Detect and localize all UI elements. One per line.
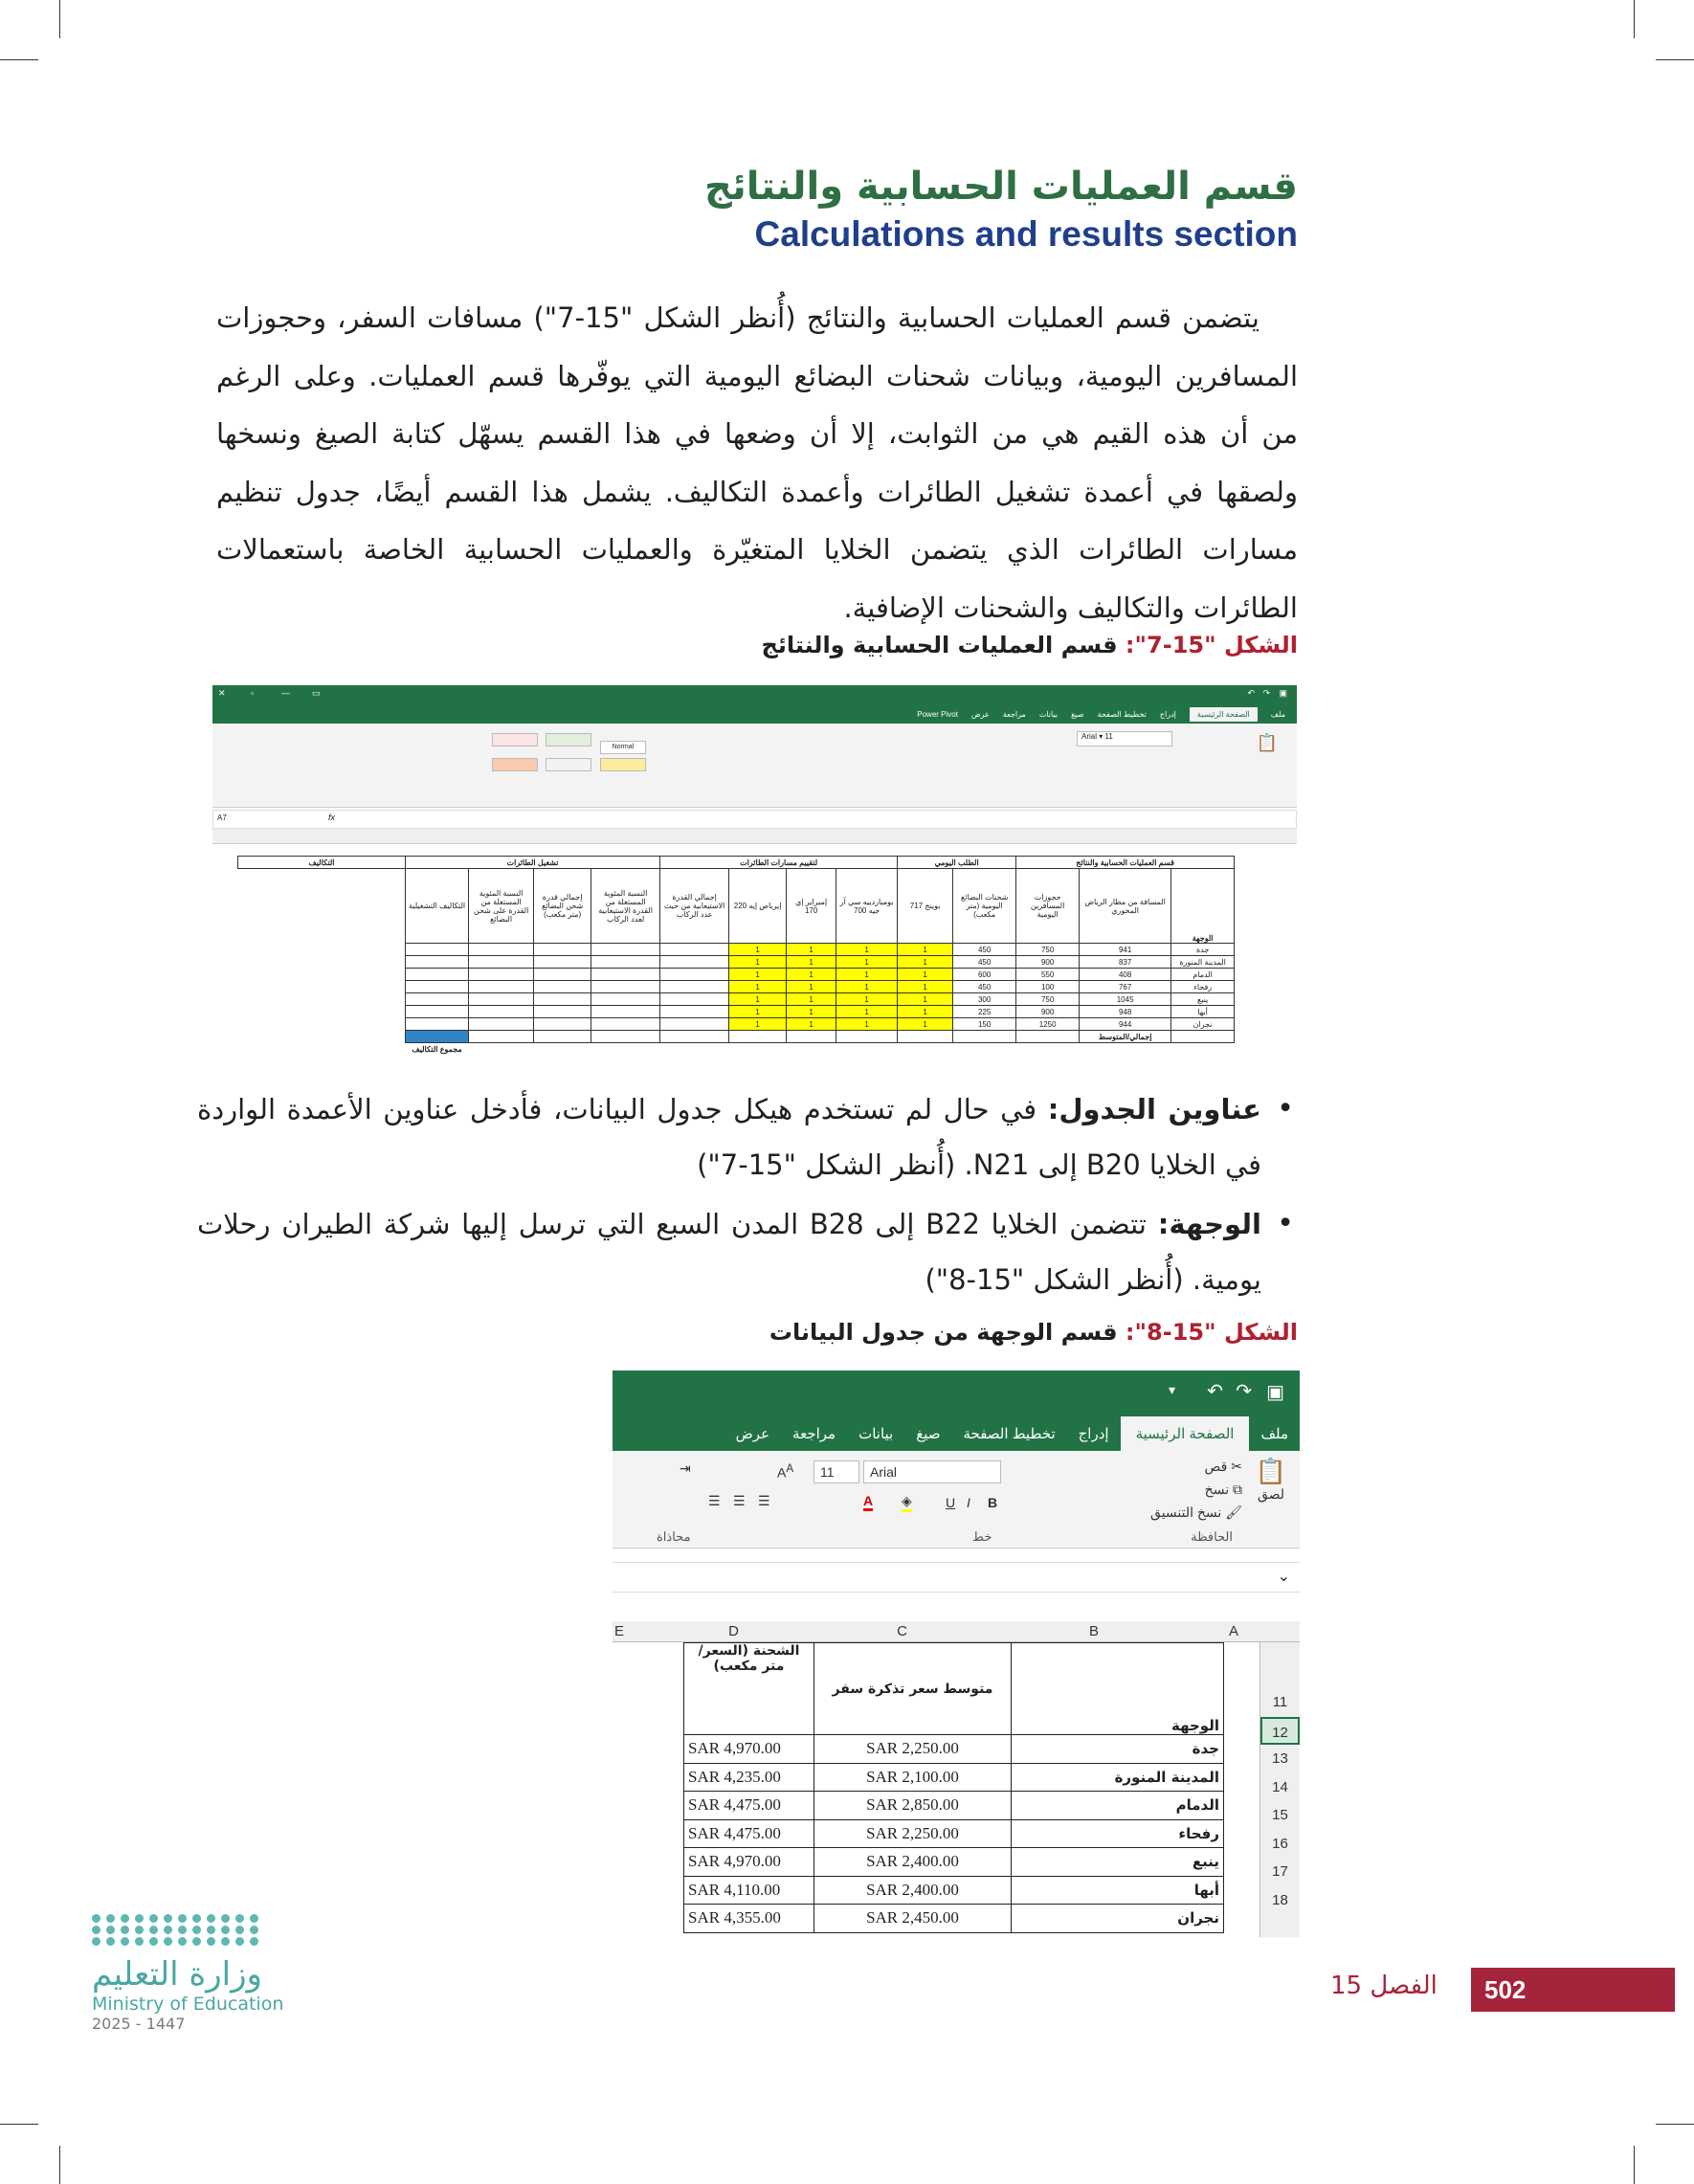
ministry-name-arabic: وزارة التعليم bbox=[92, 1955, 262, 1994]
figure-2-title: قسم الوجهة من جدول البيانات bbox=[769, 1319, 1118, 1346]
fill-color-icon[interactable]: ◈ bbox=[902, 1493, 912, 1512]
excel-title-bar bbox=[212, 685, 1297, 704]
figure-2-excel-screenshot bbox=[613, 1371, 1300, 1937]
group-header: الطلب اليومي bbox=[898, 857, 1016, 869]
destination-table bbox=[683, 1642, 1224, 1933]
cargo-price-cell[interactable]: SAR 4,110.00 bbox=[684, 1876, 814, 1905]
avg-fare-cell[interactable]: SAR 2,100.00 bbox=[814, 1763, 1012, 1792]
table-row bbox=[684, 1876, 1224, 1905]
crop-mark bbox=[1656, 59, 1694, 60]
cargo-price-cell[interactable]: SAR 4,475.00 bbox=[684, 1819, 814, 1848]
tab-page-layout[interactable]: تخطيط الصفحة bbox=[963, 1426, 1056, 1442]
cargo-cell: 450 bbox=[953, 944, 1016, 956]
style-swatch-neutral[interactable] bbox=[600, 758, 646, 771]
tab-review[interactable]: مراجعة bbox=[1002, 709, 1026, 719]
row-number: 16 bbox=[1272, 1835, 1288, 1852]
worksheet-grid bbox=[613, 1642, 1300, 1937]
redo-icon[interactable]: ↷ bbox=[1236, 1381, 1252, 1402]
column-e-header: E bbox=[614, 1623, 625, 1639]
ministry-dots-icon bbox=[92, 1914, 312, 1946]
ribbon-home bbox=[613, 1451, 1300, 1527]
col-header: إمبراير إي 170 bbox=[787, 869, 836, 944]
align-center-icon[interactable]: ☰ bbox=[733, 1493, 746, 1508]
bullet-list bbox=[197, 1081, 1298, 1311]
pax-cell: 750 bbox=[1016, 993, 1080, 1006]
row-number: 17 bbox=[1272, 1863, 1288, 1880]
figure-1-caption bbox=[762, 632, 1298, 658]
table-row bbox=[238, 1006, 1235, 1018]
save-icon[interactable]: ▣ bbox=[1266, 1382, 1284, 1403]
row-number: 11 bbox=[1272, 1694, 1288, 1710]
pax-cell: 550 bbox=[1016, 969, 1080, 981]
var-cell[interactable]: 1 bbox=[787, 944, 836, 956]
table-row bbox=[684, 1763, 1224, 1792]
tab-file[interactable]: ملف bbox=[1270, 709, 1285, 719]
chapter-label: الفصل 15 bbox=[1330, 1972, 1438, 2000]
font-size: 11 bbox=[820, 1464, 835, 1480]
city-cell: ينبع bbox=[1171, 993, 1235, 1006]
copy-button[interactable] bbox=[1205, 1482, 1242, 1498]
col-header: المسافة من مطار الرياض المحوري bbox=[1080, 869, 1171, 944]
tab-view[interactable]: عرض bbox=[970, 709, 990, 719]
avg-fare-cell[interactable]: SAR 2,450.00 bbox=[814, 1905, 1012, 1933]
destination-header: الوجهة bbox=[1012, 1643, 1224, 1735]
cut-button[interactable] bbox=[1205, 1459, 1242, 1475]
tab-data[interactable]: بيانات bbox=[1038, 709, 1059, 719]
destination-cell[interactable]: المدينة المنورة bbox=[1012, 1763, 1224, 1792]
tab-data[interactable]: بيانات bbox=[858, 1426, 894, 1442]
section-title-arabic: قسم العمليات الحسابية والنتائج bbox=[703, 165, 1298, 209]
header-row bbox=[684, 1643, 1224, 1735]
undo-icon[interactable]: ↶ bbox=[1207, 1381, 1223, 1402]
var-cell[interactable]: 1 bbox=[836, 1006, 898, 1018]
tab-insert[interactable]: إدراج bbox=[1159, 709, 1176, 719]
var-cell[interactable]: 1 bbox=[787, 1006, 836, 1018]
table-row bbox=[238, 981, 1235, 993]
var-cell[interactable]: 1 bbox=[787, 993, 836, 1006]
destination-cell[interactable]: الدمام bbox=[1012, 1792, 1224, 1820]
pax-cell: 900 bbox=[1016, 1006, 1080, 1018]
pax-cell: 100 bbox=[1016, 981, 1080, 993]
destination-cell[interactable]: رفحاء bbox=[1012, 1819, 1224, 1848]
formula-bar[interactable] bbox=[613, 1562, 1300, 1593]
table-row bbox=[238, 944, 1235, 956]
ribbon-tabs bbox=[212, 704, 1297, 724]
page-number: 502 bbox=[1471, 1968, 1675, 2012]
name-box[interactable]: A7 bbox=[217, 813, 227, 822]
table-row bbox=[684, 1848, 1224, 1877]
var-cell[interactable]: 1 bbox=[729, 944, 787, 956]
column-header-row bbox=[212, 829, 1297, 844]
format-painter-label: نسخ التنسيق bbox=[1150, 1504, 1222, 1520]
var-cell[interactable]: 1 bbox=[729, 1006, 787, 1018]
table-row bbox=[238, 956, 1235, 969]
copy-icon: ⧉ bbox=[1233, 1482, 1242, 1497]
style-swatch-good[interactable] bbox=[546, 733, 591, 747]
distance-cell: 941 bbox=[1080, 944, 1171, 956]
bullet-item bbox=[197, 1196, 1298, 1307]
avg-fare-cell[interactable]: SAR 2,400.00 bbox=[814, 1876, 1012, 1905]
figure-1-title: قسم العمليات الحسابية والنتائج bbox=[761, 632, 1118, 658]
avg-fare-header: متوسط سعر تذكرة سفر bbox=[814, 1643, 1012, 1735]
close-icon[interactable]: ✕ bbox=[218, 688, 226, 698]
group-header: قسم العمليات الحسابية والنتائج bbox=[1016, 857, 1235, 869]
paste-icon[interactable]: 📋 bbox=[1256, 733, 1278, 752]
row-number: 18 bbox=[1272, 1891, 1288, 1908]
col-header: إجمالي القدرة الاستيعابية من حيث عدد الركاب bbox=[660, 869, 729, 944]
city-cell: رفحاء bbox=[1171, 981, 1235, 993]
font-name-select[interactable] bbox=[863, 1460, 1001, 1483]
column-a-header: A bbox=[1228, 1623, 1238, 1639]
city-cell: جدة bbox=[1171, 944, 1235, 956]
var-cell[interactable]: 1 bbox=[898, 969, 953, 981]
intro-paragraph-text: يتضمن قسم العمليات الحسابية والنتائج (أُنظر الشكل "15-7") مسافات السفر، وحجوزات المسافرين اليومية، وبيانات شحنات البضائع اليومية التي يوفّرها قسم العمليات. وعلى الرغم من أن هذه القيم هي من الثوابت، إلا أن وضعها في هذا القسم يسهّل كتابة الصيغ ونسخها ولصقها في أعمدة تشغيل الطائرات وأعمدة التكاليف. يشمل هذا القسم أيضًا، جدول تنظيم مسارات الطائرات الذي يتضمن الخلايا المتغيّرة والعمليات الحسابية الخاصة باستعمالات الطائرات والتكاليف والشحنات الإضافية. bbox=[216, 301, 1298, 624]
ribbon-group-labels bbox=[613, 1527, 1300, 1549]
cargo-price-header: الشحنة (السعر/متر مكعب) bbox=[684, 1643, 814, 1735]
column-b-header: B bbox=[1088, 1623, 1099, 1639]
tab-file[interactable]: ملف bbox=[1260, 1426, 1288, 1442]
var-cell[interactable]: 1 bbox=[787, 956, 836, 969]
font-color-icon[interactable]: A bbox=[863, 1493, 873, 1511]
column-c-header: C bbox=[897, 1623, 907, 1639]
group-header: تشغيل الطائرات bbox=[406, 857, 660, 869]
scissors-icon: ✂ bbox=[1231, 1459, 1242, 1474]
ribbon-tabs bbox=[613, 1415, 1300, 1451]
section-title-english: Calculations and results section bbox=[754, 214, 1298, 254]
undo-icon[interactable]: ↶ bbox=[1247, 688, 1255, 698]
intro-paragraph bbox=[216, 289, 1298, 636]
worksheet-grid bbox=[212, 844, 1297, 1054]
cargo-cell: 450 bbox=[953, 956, 1016, 969]
row-number: 12 bbox=[1260, 1717, 1300, 1746]
align-left-icon[interactable]: ☰ bbox=[708, 1493, 721, 1508]
ministry-logo bbox=[92, 1914, 312, 2033]
table-row bbox=[684, 1905, 1224, 1933]
cargo-cell: 150 bbox=[953, 1018, 1016, 1031]
var-cell[interactable]: 1 bbox=[898, 956, 953, 969]
distance-cell: 944 bbox=[1080, 1018, 1171, 1031]
group-header: لتقييم مسارات الطائرات bbox=[660, 857, 898, 869]
col-header: بومباردييه سي آر جيه 700 bbox=[836, 869, 898, 944]
edition-year: 2025 - 1447 bbox=[92, 2015, 186, 2033]
font-group-label: خط bbox=[972, 1529, 992, 1544]
align-right-icon[interactable]: ☰ bbox=[758, 1493, 770, 1508]
figure-2-caption bbox=[769, 1319, 1298, 1346]
distance-cell: 767 bbox=[1080, 981, 1171, 993]
font-size-select[interactable] bbox=[814, 1460, 859, 1483]
cargo-cell: 300 bbox=[953, 993, 1016, 1006]
var-cell[interactable]: 1 bbox=[729, 1018, 787, 1031]
cargo-price-cell[interactable]: SAR 4,970.00 bbox=[684, 1735, 814, 1764]
underline-button[interactable]: U bbox=[946, 1495, 956, 1510]
var-cell[interactable]: 1 bbox=[729, 981, 787, 993]
style-swatch-input[interactable] bbox=[546, 758, 591, 771]
cut-label: قص bbox=[1204, 1459, 1228, 1474]
tab-insert[interactable]: إدراج bbox=[1078, 1426, 1109, 1442]
copy-label: نسخ bbox=[1204, 1482, 1230, 1497]
var-cell[interactable]: 1 bbox=[729, 993, 787, 1006]
font-name-select[interactable]: Arial ▾ 11 bbox=[1077, 731, 1172, 747]
var-cell[interactable]: 1 bbox=[898, 1018, 953, 1031]
alignment-group-label: محاذاة bbox=[657, 1529, 691, 1544]
pax-cell: 1250 bbox=[1016, 1018, 1080, 1031]
bullet-term: عناوين الجدول: bbox=[1047, 1093, 1261, 1125]
crop-mark bbox=[59, 2146, 60, 2184]
destination-cell[interactable]: أبها bbox=[1012, 1876, 1224, 1905]
style-swatch-calc[interactable] bbox=[492, 758, 538, 771]
calc-results-table bbox=[237, 856, 1235, 1056]
var-cell[interactable]: 1 bbox=[898, 981, 953, 993]
var-cell[interactable]: 1 bbox=[729, 969, 787, 981]
col-header: التكاليف التشغيلية bbox=[406, 869, 469, 944]
row-number: 15 bbox=[1272, 1807, 1288, 1823]
crop-mark bbox=[1634, 2146, 1635, 2184]
total-label: إجمالي/المتوسط bbox=[1080, 1031, 1171, 1043]
ministry-name-english: Ministry of Education bbox=[92, 1994, 284, 2015]
bullet-text: في حال لم تستخدم هيكل جدول البيانات، فأدخل عناوين الأعمدة الواردة في الخلايا B20 إلى N21. (أُنظر الشكل "15-7") bbox=[197, 1093, 1261, 1181]
tab-home[interactable]: الصفحة الرئيسية bbox=[1190, 707, 1258, 722]
style-gallery[interactable] bbox=[490, 731, 648, 778]
var-cell[interactable]: 1 bbox=[898, 993, 953, 1006]
redo-icon[interactable]: ↷ bbox=[1262, 688, 1270, 698]
group-header: التكاليف bbox=[238, 857, 406, 869]
var-cell[interactable]: 1 bbox=[729, 956, 787, 969]
var-cell[interactable]: 1 bbox=[836, 944, 898, 956]
font-name: Arial bbox=[870, 1464, 898, 1480]
ribbon-display-icon[interactable]: ▭ bbox=[312, 688, 321, 698]
pax-cell: 750 bbox=[1016, 944, 1080, 956]
pax-cell: 900 bbox=[1016, 956, 1080, 969]
avg-fare-cell[interactable]: SAR 2,850.00 bbox=[814, 1792, 1012, 1820]
brush-icon: 🖌 bbox=[1225, 1504, 1242, 1520]
quick-access-toolbar bbox=[613, 1371, 1300, 1415]
figure-1-number: الشكل "15-7": bbox=[1125, 632, 1298, 658]
row-number: 13 bbox=[1272, 1750, 1288, 1767]
minimize-icon[interactable]: — bbox=[281, 688, 290, 698]
cargo-price-cell[interactable]: SAR 4,235.00 bbox=[684, 1763, 814, 1792]
function-icon[interactable]: fx bbox=[328, 813, 336, 822]
cargo-cell: 600 bbox=[953, 969, 1016, 981]
save-icon[interactable]: ▣ bbox=[1279, 688, 1287, 698]
var-cell[interactable]: 1 bbox=[787, 969, 836, 981]
tab-view[interactable]: عرض bbox=[735, 1426, 770, 1442]
col-header: إيرباص إيه 220 bbox=[729, 869, 787, 944]
column-header-row bbox=[613, 1621, 1300, 1642]
table-row bbox=[684, 1735, 1224, 1764]
city-cell: نجران bbox=[1171, 1018, 1235, 1031]
row-number: 14 bbox=[1272, 1778, 1288, 1795]
var-cell[interactable]: 1 bbox=[898, 944, 953, 956]
tab-formulas[interactable]: صيغ bbox=[916, 1426, 941, 1442]
var-cell[interactable]: 1 bbox=[836, 1018, 898, 1031]
distance-cell: 837 bbox=[1080, 956, 1171, 969]
dest-header: الوجهة bbox=[1171, 869, 1235, 944]
expand-formula-icon[interactable]: ⌄ bbox=[1277, 1569, 1290, 1585]
table-row bbox=[684, 1792, 1224, 1820]
tab-review[interactable]: مراجعة bbox=[792, 1426, 836, 1442]
style-swatch-normal[interactable]: Normal bbox=[600, 741, 646, 754]
city-cell: المدينة المنورة bbox=[1171, 956, 1235, 969]
italic-button[interactable]: I bbox=[967, 1495, 970, 1510]
clipboard-group-label: الحافظة bbox=[1191, 1529, 1233, 1544]
avg-fare-cell[interactable]: SAR 2,400.00 bbox=[814, 1848, 1012, 1877]
paste-label: لصق bbox=[1257, 1486, 1285, 1502]
bullet-text: تتضمن الخلايا B22 إلى B28 المدن السبع التي ترسل إليها شركة الطيران رحلات يومية. (أُنظر الشكل "15-8") bbox=[197, 1208, 1261, 1296]
var-cell[interactable]: 1 bbox=[836, 956, 898, 969]
bullet-item bbox=[197, 1081, 1298, 1192]
table-row bbox=[238, 969, 1235, 981]
destination-cell[interactable]: جدة bbox=[1012, 1735, 1224, 1764]
col-header: النسبة المئوية المستغلة من القدرة الاستيعابية لعدد الركاب bbox=[591, 869, 660, 944]
formula-bar[interactable] bbox=[212, 810, 1297, 829]
var-cell[interactable]: 1 bbox=[787, 981, 836, 993]
tab-power-pivot[interactable]: Power Pivot bbox=[917, 709, 958, 719]
table-row bbox=[238, 1018, 1235, 1031]
tab-home[interactable]: الصفحة الرئيسية bbox=[1121, 1416, 1250, 1451]
row-number-column bbox=[1259, 1642, 1300, 1937]
paste-icon: 📋 bbox=[1255, 1457, 1287, 1485]
table-row bbox=[238, 993, 1235, 1006]
cargo-price-cell[interactable]: SAR 4,355.00 bbox=[684, 1905, 814, 1933]
bold-button[interactable]: B bbox=[988, 1495, 998, 1510]
var-cell[interactable]: 1 bbox=[836, 969, 898, 981]
col-header: بوينج 717 bbox=[898, 869, 953, 944]
format-painter-button[interactable] bbox=[1150, 1504, 1242, 1521]
figure-1-excel-screenshot bbox=[212, 685, 1297, 1054]
tab-formulas[interactable]: صيغ bbox=[1071, 709, 1084, 719]
crop-mark bbox=[1634, 0, 1635, 38]
crop-mark bbox=[59, 0, 60, 38]
distance-cell: 1045 bbox=[1080, 993, 1171, 1006]
crop-mark bbox=[1656, 2124, 1694, 2125]
restore-icon[interactable]: ▫ bbox=[251, 688, 255, 698]
ribbon bbox=[212, 724, 1297, 808]
cargo-cell: 450 bbox=[953, 981, 1016, 993]
avg-fare-cell[interactable]: SAR 2,250.00 bbox=[814, 1735, 1012, 1764]
total-cost-label: مجموع التكاليف bbox=[412, 1044, 462, 1054]
avg-fare-cell[interactable]: SAR 2,250.00 bbox=[814, 1819, 1012, 1848]
destination-cell[interactable]: ينبع bbox=[1012, 1848, 1224, 1877]
var-cell[interactable]: 1 bbox=[898, 1006, 953, 1018]
var-cell[interactable]: 1 bbox=[836, 993, 898, 1006]
paste-button[interactable] bbox=[1252, 1457, 1290, 1503]
table-row bbox=[684, 1819, 1224, 1848]
col-header: حجوزات المسافرين اليومية bbox=[1016, 869, 1080, 944]
crop-mark bbox=[0, 2124, 38, 2125]
var-cell[interactable]: 1 bbox=[836, 981, 898, 993]
tab-page-layout[interactable]: تخطيط الصفحة bbox=[1097, 709, 1147, 719]
bullet-term: الوجهة: bbox=[1157, 1208, 1261, 1240]
col-header: إجمالي قدرة شحن البضائع (متر مكعب) bbox=[534, 869, 591, 944]
style-swatch-bad[interactable] bbox=[492, 733, 538, 747]
distance-cell: 948 bbox=[1080, 1006, 1171, 1018]
total-row bbox=[238, 1031, 1235, 1043]
city-cell: الدمام bbox=[1171, 969, 1235, 981]
distance-cell: 408 bbox=[1080, 969, 1171, 981]
column-d-header: D bbox=[728, 1623, 739, 1639]
var-cell[interactable]: 1 bbox=[787, 1018, 836, 1031]
customize-icon[interactable]: ▾ bbox=[1168, 1382, 1175, 1397]
grow-font-icon[interactable]: $A^A$ bbox=[777, 1462, 794, 1481]
city-cell: أبها bbox=[1171, 1006, 1235, 1018]
cargo-price-cell[interactable]: SAR 4,475.00 bbox=[684, 1792, 814, 1820]
cargo-price-cell[interactable]: SAR 4,970.00 bbox=[684, 1848, 814, 1877]
total-cost-cell[interactable] bbox=[406, 1031, 469, 1043]
col-header: النسبة المئوية المستغلة من القدرة على شحن البضائع bbox=[469, 869, 534, 944]
col-header: شحنات البضائع اليومية (متر مكعب) bbox=[953, 869, 1016, 944]
wrap-text-icon[interactable]: ⇥ bbox=[680, 1460, 691, 1476]
destination-cell[interactable]: نجران bbox=[1012, 1905, 1224, 1933]
crop-mark bbox=[0, 59, 38, 60]
cargo-cell: 225 bbox=[953, 1006, 1016, 1018]
figure-2-number: الشكل "15-8": bbox=[1125, 1319, 1298, 1346]
